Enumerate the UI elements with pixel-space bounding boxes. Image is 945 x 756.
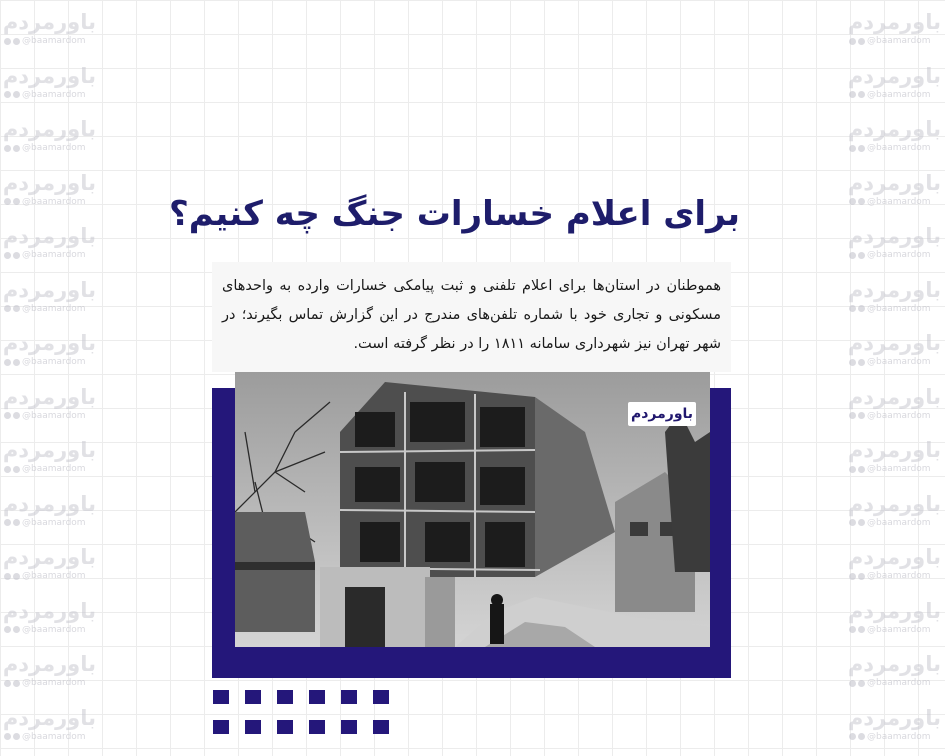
social-icon [4, 466, 11, 473]
watermark-logo: باورمردم [847, 491, 941, 516]
social-icon [4, 252, 11, 259]
social-icon [849, 412, 856, 419]
watermark-column-right [845, 0, 945, 756]
decorative-dot [245, 720, 261, 734]
social-icon [849, 573, 856, 580]
watermark-item [849, 64, 941, 108]
social-icon [849, 252, 856, 259]
watermark-handle [4, 463, 96, 475]
watermark-handle-text: @baamardom [22, 731, 86, 742]
social-icon [849, 626, 856, 633]
watermark-item [849, 331, 941, 375]
decorative-dot-grid [213, 690, 393, 740]
watermark-item [849, 10, 941, 54]
watermark-item [4, 652, 96, 696]
watermark-handle-text: @baamardom [867, 143, 931, 153]
watermark-handle-text: @baamardom [22, 36, 86, 46]
social-icon [849, 733, 856, 740]
watermark-item [4, 438, 96, 482]
watermark-item [849, 706, 941, 750]
telegram-icon [858, 680, 865, 687]
watermark-logo: باورمردم [2, 545, 96, 569]
watermark-item [4, 117, 96, 161]
decorative-dot [373, 720, 389, 734]
watermark-handle-text: @baamardom [867, 410, 931, 421]
watermark-handle-text: @baamardom [22, 678, 86, 688]
watermark-handle [4, 356, 96, 368]
watermark-handle [849, 196, 941, 208]
decorative-dot [309, 690, 325, 704]
telegram-icon [13, 626, 20, 633]
watermark-logo: باورمردم [847, 545, 941, 569]
watermark-handle-text: @baamardom [867, 571, 931, 581]
telegram-icon [858, 91, 865, 98]
watermark-logo: باورمردم [2, 277, 96, 302]
telegram-icon [858, 466, 865, 473]
decorative-dot [245, 690, 261, 704]
watermark-handle-text: @baamardom [867, 464, 931, 474]
decorative-dot [373, 690, 389, 704]
telegram-icon [13, 519, 20, 526]
watermark-logo: باورمردم [847, 63, 941, 88]
watermark-item [849, 652, 941, 696]
watermark-item [849, 385, 941, 429]
social-icon [849, 145, 856, 152]
telegram-icon [858, 519, 865, 526]
social-icon [4, 626, 11, 633]
social-icon [849, 359, 856, 366]
watermark-handle-text: @baamardom [22, 357, 86, 367]
decorative-dot [277, 720, 293, 734]
watermark-column-left [0, 0, 100, 756]
watermark-handle [849, 677, 941, 689]
social-icon [849, 198, 856, 205]
watermark-logo: باورمردم [847, 438, 941, 462]
watermark-handle-text: @baamardom [867, 36, 931, 46]
social-icon [4, 91, 11, 98]
watermark-item [849, 117, 941, 161]
telegram-icon [858, 252, 865, 259]
watermark-logo: باورمردم [847, 598, 941, 623]
watermark-handle [849, 249, 941, 261]
article-body: هموطنان در استان‌ها برای اعلام تلفنی و ثبت پیامکی خسارات وارده به واحدهای مسکونی و تجاری خود با شماره تلفن‌های مندرج در این گزارش تماس بگیرند؛ در شهر تهران نیز شهرداری سامانه ۱۸۱۱ را در نظر گرفته است. [222, 278, 721, 352]
social-icon [4, 680, 11, 687]
watermark-handle [849, 624, 941, 636]
telegram-icon [858, 198, 865, 205]
watermark-handle-text: @baamardom [22, 571, 86, 581]
decorative-dot [309, 720, 325, 734]
watermark-handle [4, 303, 96, 315]
watermark-handle [4, 35, 96, 47]
watermark-handle-text: @baamardom [867, 250, 931, 260]
decorative-dot [341, 690, 357, 704]
watermark-handle-text: @baamardom [22, 410, 86, 421]
watermark-logo: باورمردم [2, 10, 96, 34]
page-title: برای اعلام خسارات جنگ چه کنیم؟ [168, 194, 740, 234]
telegram-icon [13, 305, 20, 312]
telegram-icon [13, 680, 20, 687]
social-icon [4, 733, 11, 740]
telegram-icon [858, 359, 865, 366]
watermark-handle-text: @baamardom [867, 517, 931, 528]
watermark-logo: باورمردم [2, 438, 96, 462]
watermark-handle [4, 410, 96, 422]
watermark-item [849, 545, 941, 589]
watermark-logo: باورمردم [847, 10, 941, 34]
telegram-icon [858, 626, 865, 633]
watermark-handle [849, 463, 941, 475]
watermark-handle [849, 570, 941, 582]
watermark-handle [849, 303, 941, 315]
watermark-handle-text: @baamardom [867, 624, 931, 635]
watermark-handle-text: @baamardom [867, 731, 931, 742]
watermark-handle [4, 624, 96, 636]
watermark-handle-text: @baamardom [22, 303, 86, 314]
news-photo [235, 372, 710, 647]
watermark-item [849, 171, 941, 215]
watermark-handle-text: @baamardom [867, 303, 931, 314]
watermark-handle-text: @baamardom [867, 196, 931, 207]
watermark-handle [4, 677, 96, 689]
watermark-item [849, 438, 941, 482]
telegram-icon [858, 145, 865, 152]
watermark-handle [849, 89, 941, 101]
social-icon [4, 573, 11, 580]
watermark-item [4, 545, 96, 589]
watermark-item [4, 331, 96, 375]
watermark-handle [4, 570, 96, 582]
social-icon [849, 38, 856, 45]
watermark-handle-text: @baamardom [22, 143, 86, 153]
watermark-item [4, 10, 96, 54]
social-icon [849, 466, 856, 473]
telegram-icon [858, 733, 865, 740]
watermark-item [4, 64, 96, 108]
social-icon [849, 519, 856, 526]
social-icon [849, 91, 856, 98]
watermark-handle [849, 517, 941, 529]
telegram-icon [13, 733, 20, 740]
watermark-handle [4, 89, 96, 101]
watermark-handle [4, 196, 96, 208]
watermark-handle-text: @baamardom [22, 464, 86, 474]
watermark-logo: باورمردم [847, 277, 941, 302]
watermark-item [849, 278, 941, 322]
watermark-logo: باورمردم [2, 331, 96, 355]
watermark-item [4, 385, 96, 429]
watermark-handle-text: @baamardom [867, 89, 931, 100]
telegram-icon [13, 91, 20, 98]
watermark-handle [849, 35, 941, 47]
watermark-handle-text: @baamardom [867, 678, 931, 688]
watermark-item [849, 224, 941, 268]
telegram-icon [13, 466, 20, 473]
watermark-logo: باورمردم [847, 652, 941, 676]
watermark-handle-text: @baamardom [22, 196, 86, 207]
watermark-handle [4, 249, 96, 261]
watermark-handle-text: @baamardom [22, 250, 86, 260]
watermark-logo: باورمردم [847, 705, 941, 730]
watermark-item [4, 599, 96, 643]
watermark-handle [4, 142, 96, 154]
telegram-icon [13, 359, 20, 366]
decorative-dot [341, 720, 357, 734]
telegram-icon [13, 573, 20, 580]
watermark-item [4, 706, 96, 750]
watermark-item [4, 224, 96, 268]
watermark-logo: باورمردم [847, 117, 941, 141]
watermark-item [849, 599, 941, 643]
watermark-logo: باورمردم [2, 384, 96, 409]
watermark-handle [849, 731, 941, 743]
watermark-logo: باورمردم [847, 384, 941, 409]
watermark-handle [849, 410, 941, 422]
telegram-icon [858, 38, 865, 45]
decorative-dot [213, 690, 229, 704]
decorative-dot [213, 720, 229, 734]
social-icon [4, 305, 11, 312]
decorative-dot [277, 690, 293, 704]
social-icon [4, 145, 11, 152]
social-icon [849, 680, 856, 687]
telegram-icon [13, 145, 20, 152]
watermark-logo: باورمردم [2, 705, 96, 730]
social-icon [4, 198, 11, 205]
watermark-logo: باورمردم [847, 224, 941, 248]
social-icon [4, 412, 11, 419]
watermark-logo: باورمردم [2, 170, 96, 195]
watermark-logo: باورمردم [847, 170, 941, 195]
telegram-icon [13, 412, 20, 419]
telegram-icon [13, 38, 20, 45]
watermark-handle-text: @baamardom [22, 517, 86, 528]
watermark-handle-text: @baamardom [22, 89, 86, 100]
social-icon [4, 38, 11, 45]
telegram-icon [13, 198, 20, 205]
watermark-item [4, 278, 96, 322]
watermark-item [4, 492, 96, 536]
watermark-logo: باورمردم [2, 224, 96, 248]
watermark-handle [849, 142, 941, 154]
watermark-handle [849, 356, 941, 368]
social-icon [4, 519, 11, 526]
social-icon [4, 359, 11, 366]
watermark-logo: باورمردم [2, 652, 96, 676]
watermark-logo: باورمردم [2, 598, 96, 623]
watermark-item [4, 171, 96, 215]
watermark-logo: باورمردم [2, 63, 96, 88]
watermark-handle [4, 517, 96, 529]
social-icon [849, 305, 856, 312]
watermark-handle-text: @baamardom [22, 624, 86, 635]
watermark-logo: باورمردم [2, 491, 96, 516]
photo-logo: باورمردم [628, 402, 696, 426]
watermark-logo: باورمردم [847, 331, 941, 355]
watermark-item [849, 492, 941, 536]
watermark-logo: باورمردم [2, 117, 96, 141]
watermark-handle [4, 731, 96, 743]
telegram-icon [858, 573, 865, 580]
watermark-handle-text: @baamardom [867, 357, 931, 367]
telegram-icon [858, 412, 865, 419]
telegram-icon [13, 252, 20, 259]
telegram-icon [858, 305, 865, 312]
